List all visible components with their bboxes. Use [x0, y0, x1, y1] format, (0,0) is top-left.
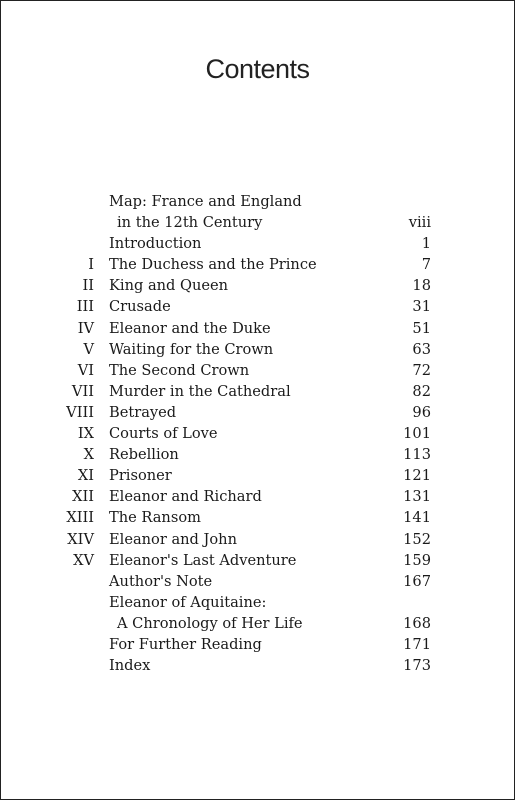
- page-number: 159: [403, 551, 431, 569]
- toc-entry: [1, 550, 514, 571]
- page-number: 171: [403, 635, 431, 653]
- page-number: 141: [403, 509, 431, 527]
- chapter-number: XI: [77, 467, 94, 485]
- page-number: 173: [403, 657, 431, 675]
- chapter-number: XIV: [67, 530, 94, 548]
- chapter-number: XV: [73, 551, 94, 569]
- page-number: 168: [403, 614, 431, 632]
- toc-entry: [1, 634, 514, 655]
- chapter-title: Courts of Love: [109, 425, 218, 443]
- page-number: 82: [412, 382, 431, 400]
- page-number: 1: [421, 235, 431, 253]
- chapter-number: VIII: [66, 403, 94, 421]
- page-number: 31: [412, 298, 431, 316]
- page-number: 7: [421, 256, 431, 274]
- chapter-title: Eleanor and John: [109, 530, 237, 548]
- table-of-contents: [1, 191, 514, 676]
- toc-entry: [1, 296, 514, 317]
- toc-entry: [1, 339, 514, 360]
- page-number: 63: [412, 340, 431, 358]
- chapter-number: II: [82, 277, 94, 295]
- chapter-number: VII: [71, 382, 94, 400]
- toc-entry: [1, 592, 514, 613]
- toc-entry: [1, 212, 514, 233]
- chapter-title: A Chronology of Her Life: [117, 614, 303, 632]
- chapter-number: IX: [77, 425, 94, 443]
- chapter-title: The Duchess and the Prince: [109, 256, 317, 274]
- toc-entry: [1, 254, 514, 275]
- toc-entry: [1, 381, 514, 402]
- chapter-number: IV: [77, 319, 94, 337]
- page-number: 152: [403, 530, 431, 548]
- toc-entry: [1, 402, 514, 423]
- toc-entry: [1, 191, 514, 212]
- chapter-title: in the 12th Century: [117, 214, 263, 232]
- chapter-number: XII: [72, 488, 94, 506]
- page-number: 51: [412, 319, 431, 337]
- chapter-title: Eleanor and the Duke: [109, 319, 271, 337]
- toc-entry: [1, 275, 514, 296]
- chapter-title: The Ransom: [109, 509, 201, 527]
- chapter-title: Eleanor and Richard: [109, 488, 262, 506]
- page-number: viii: [408, 214, 431, 232]
- page-title: Contents: [205, 54, 310, 84]
- chapter-number: III: [76, 298, 94, 316]
- chapter-title: Author's Note: [109, 572, 213, 590]
- chapter-number: XIII: [66, 509, 94, 527]
- toc-entry: [1, 318, 514, 339]
- toc-entry: [1, 360, 514, 381]
- page-number: 72: [412, 361, 431, 379]
- chapter-title: Index: [109, 657, 151, 675]
- chapter-title: Introduction: [109, 235, 202, 253]
- chapter-title: Crusade: [109, 298, 171, 316]
- page-number: 96: [412, 403, 431, 421]
- chapter-title: Map: France and England: [109, 193, 302, 210]
- page-number: 167: [403, 572, 431, 590]
- toc-entry: [1, 423, 514, 444]
- chapter-title: Murder in the Cathedral: [109, 382, 291, 400]
- toc-entry: [1, 655, 514, 676]
- page-number: 131: [403, 488, 431, 506]
- chapter-number: V: [83, 340, 94, 358]
- toc-entry: [1, 507, 514, 528]
- page-number: 101: [403, 425, 431, 443]
- page-number: 18: [412, 277, 431, 295]
- chapter-title: Eleanor of Aquitaine:: [109, 593, 267, 611]
- chapter-title: Eleanor's Last Adventure: [109, 551, 297, 569]
- chapter-title: King and Queen: [109, 277, 229, 295]
- toc-entry: [1, 613, 514, 634]
- toc-entry: [1, 486, 514, 507]
- toc-entry: [1, 233, 514, 254]
- toc-entry: [1, 465, 514, 486]
- page-number: 121: [403, 467, 431, 485]
- page-number: 113: [403, 446, 431, 464]
- toc-entry: [1, 529, 514, 550]
- chapter-title: The Second Crown: [109, 361, 250, 379]
- chapter-number: X: [83, 446, 94, 464]
- chapter-number: I: [88, 256, 94, 274]
- toc-entry: [1, 571, 514, 592]
- chapter-number: VI: [77, 361, 94, 379]
- chapter-title: Waiting for the Crown: [109, 340, 274, 358]
- chapter-title: Betrayed: [109, 403, 177, 421]
- chapter-title: Rebellion: [109, 446, 179, 464]
- chapter-title: For Further Reading: [109, 635, 262, 653]
- toc-entry: [1, 444, 514, 465]
- chapter-title: Prisoner: [109, 467, 172, 485]
